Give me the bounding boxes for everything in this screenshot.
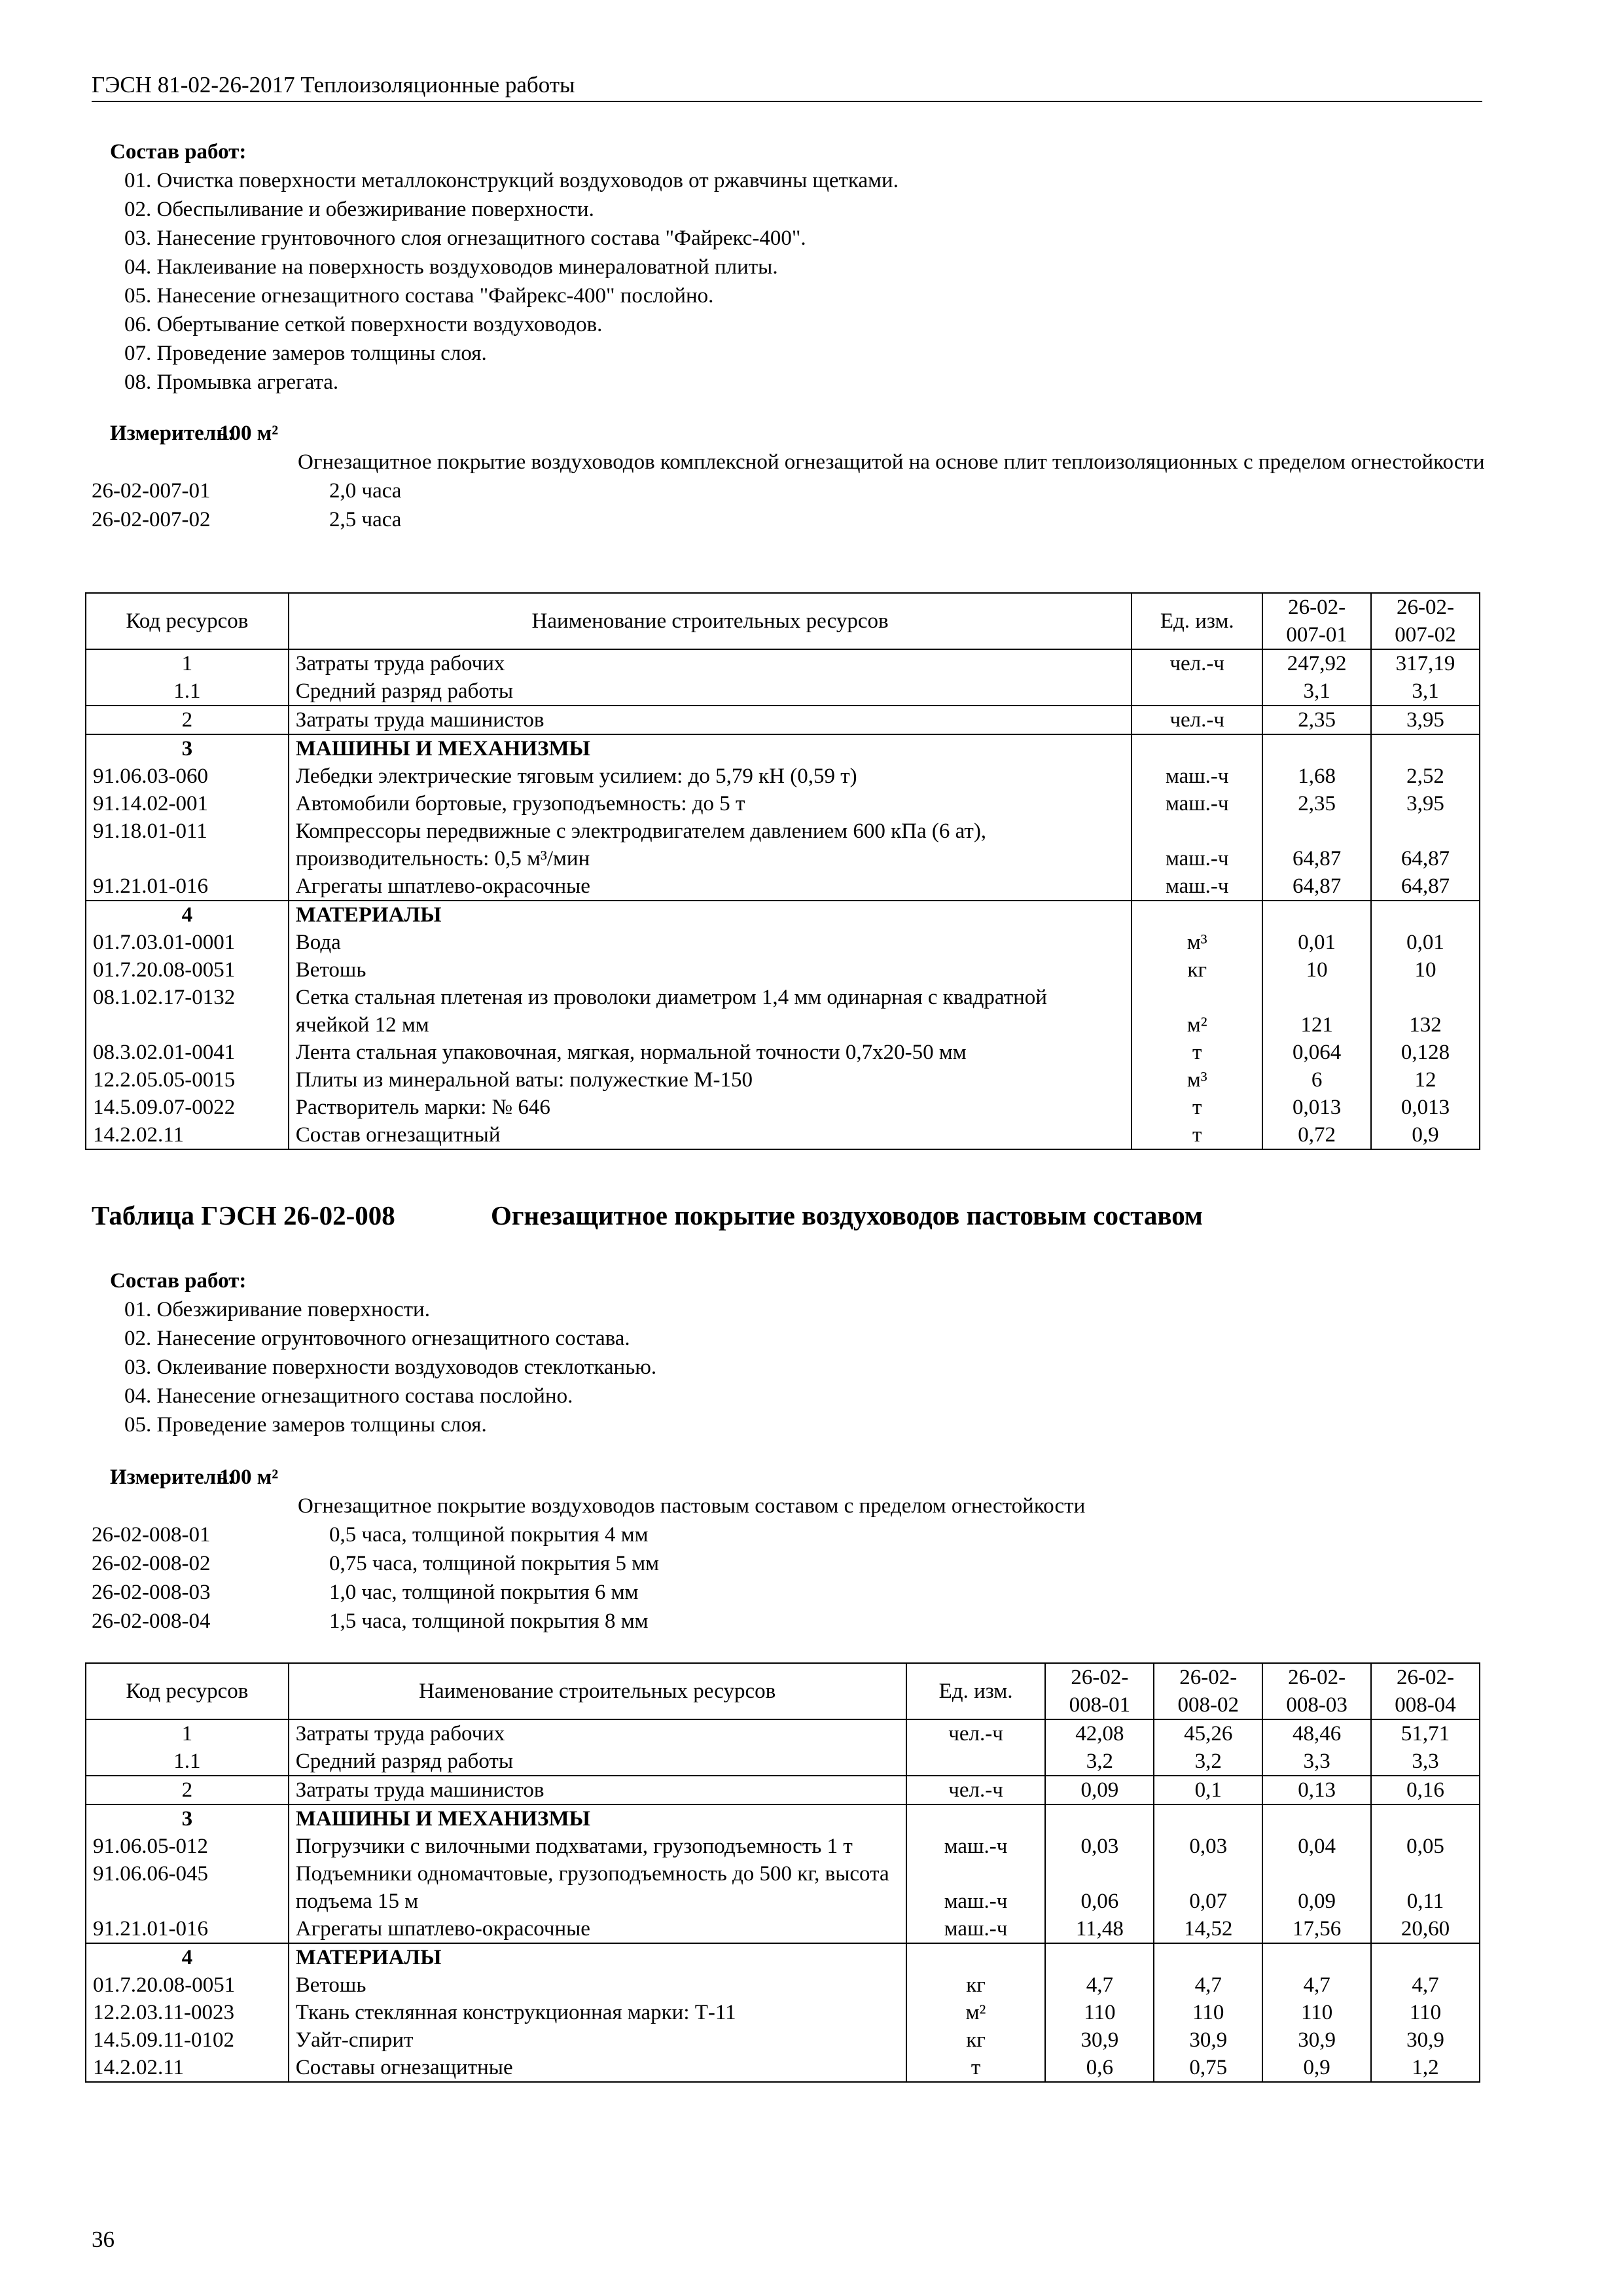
resource-value: 3,1 [1262, 677, 1371, 706]
table-row [86, 677, 1480, 706]
table-title [92, 1200, 1203, 1230]
resource-name: Затраты труда машинистов [289, 1776, 906, 1804]
resource-unit [1132, 901, 1262, 929]
resource-unit: чел.-ч [1132, 649, 1262, 677]
measure-block-1 [92, 419, 1499, 534]
resource-value: 42,08 [1045, 1719, 1154, 1748]
work-list-1 [92, 137, 1499, 397]
norm-code-row [92, 1520, 1499, 1549]
resource-code: 08.3.02.01-0041 [86, 1039, 289, 1066]
resource-value: 0,05 [1371, 1833, 1480, 1860]
resource-unit: чел.-ч [906, 1776, 1046, 1804]
resource-value: 4,7 [1045, 1971, 1154, 1999]
table-row [86, 1833, 1480, 1860]
resource-value: 0,11 [1371, 1860, 1480, 1915]
resource-code: 01.7.03.01-0001 [86, 929, 289, 956]
resource-name: МАТЕРИАЛЫ [289, 901, 1132, 929]
work-item: 06. Обертывание сеткой поверхности воздуховодов. [124, 313, 603, 336]
resource-value: 51,71 [1371, 1719, 1480, 1748]
resource-value: 30,9 [1262, 2026, 1371, 2054]
resource-unit: м³ [1132, 1066, 1262, 1094]
resource-unit: м³ [1132, 929, 1262, 956]
resource-code: 2 [86, 706, 289, 734]
resource-code: 91.06.05-012 [86, 1833, 289, 1860]
table-row [86, 1804, 1480, 1833]
resource-value: 110 [1154, 1999, 1262, 2026]
norm-code-row [92, 1578, 1499, 1607]
resource-unit [1132, 677, 1262, 706]
resource-value: 4,7 [1154, 1971, 1262, 1999]
resource-unit: т [1132, 1121, 1262, 1149]
resource-value: 0,75 [1154, 2054, 1262, 2082]
table-row [86, 2054, 1480, 2082]
resource-value [1154, 1804, 1262, 1833]
table-row [86, 984, 1480, 1039]
work-item: 01. Очистка поверхности металлоконструкций воздуховодов от ржавчины щетками. [124, 169, 899, 192]
column-header: 26-02- 008-03 [1262, 1663, 1371, 1719]
resource-unit: кг [906, 2026, 1046, 2054]
resource-code: 3 [86, 1804, 289, 1833]
work-item: 03. Оклеивание поверхности воздуховодов стеклотканью. [124, 1355, 657, 1379]
norm-code: 26-02-007-01 [92, 479, 211, 503]
work-list-2 [92, 1266, 1499, 1439]
resource-unit: м² [1132, 984, 1262, 1039]
resource-value: 2,35 [1262, 706, 1371, 734]
resource-code: 14.2.02.11 [86, 2054, 289, 2082]
resource-name: Автомобили бортовые, грузоподъемность: до 5 т [289, 790, 1132, 817]
resource-name: Сетка стальная плетеная из проволоки диаметром 1,4 мм одинарная с квадратной ячейкой 12 мм [289, 984, 1132, 1039]
resource-value: 10 [1262, 956, 1371, 984]
resource-code: 14.5.09.07-0022 [86, 1094, 289, 1121]
resource-value: 0,04 [1262, 1833, 1371, 1860]
work-item: 07. Проведение замеров толщины слоя. [124, 342, 487, 365]
table-row [86, 734, 1480, 762]
table-row [86, 901, 1480, 929]
resource-value: 247,92 [1262, 649, 1371, 677]
norm-code: 26-02-008-03 [92, 1581, 211, 1604]
resource-value: 45,26 [1154, 1719, 1262, 1748]
resource-value: 64,87 [1262, 817, 1371, 872]
resource-name: МАШИНЫ И МЕХАНИЗМЫ [289, 734, 1132, 762]
table-row [86, 929, 1480, 956]
resource-code: 3 [86, 734, 289, 762]
resource-name: Средний разряд работы [289, 677, 1132, 706]
resource-unit: маш.-ч [1132, 762, 1262, 790]
resource-code: 14.5.09.11-0102 [86, 2026, 289, 2054]
resource-value: 0,03 [1045, 1833, 1154, 1860]
resource-unit: т [1132, 1094, 1262, 1121]
resources-table-1 [85, 592, 1480, 1150]
column-header: Ед. изм. [906, 1663, 1046, 1719]
column-header: Наименование строительных ресурсов [289, 593, 1132, 649]
resource-code: 2 [86, 1776, 289, 1804]
resource-unit: маш.-ч [906, 1860, 1046, 1915]
resource-name: Состав огнезащитный [289, 1121, 1132, 1149]
resource-code: 1 [86, 649, 289, 677]
resource-name: Лебедки электрические тяговым усилием: до 5,79 кН (0,59 т) [289, 762, 1132, 790]
resource-code: 14.2.02.11 [86, 1121, 289, 1149]
resource-name: Растворитель марки: № 646 [289, 1094, 1132, 1121]
measure-label: Измеритель: [110, 422, 235, 445]
resource-value: 14,52 [1154, 1915, 1262, 1943]
resource-code: 1 [86, 1719, 289, 1748]
resource-unit: т [906, 2054, 1046, 2082]
resource-value: 0,013 [1371, 1094, 1480, 1121]
work-item: 02. Обеспыливание и обезжиривание поверхности. [124, 198, 594, 221]
resource-value: 0,01 [1371, 929, 1480, 956]
resource-value: 20,60 [1371, 1915, 1480, 1943]
table-row [86, 649, 1480, 677]
norm-code-text: 1,5 часа, толщиной покрытия 8 мм [329, 1609, 649, 1633]
table-row [86, 1860, 1480, 1915]
resource-value: 0,013 [1262, 1094, 1371, 1121]
resource-unit: чел.-ч [1132, 706, 1262, 734]
resource-value: 3,95 [1371, 706, 1480, 734]
resource-value: 110 [1262, 1999, 1371, 2026]
measure-block-2 [92, 1463, 1499, 1636]
resource-code: 01.7.20.08-0051 [86, 956, 289, 984]
resource-name: Вода [289, 929, 1132, 956]
resource-name: Составы огнезащитные [289, 2054, 906, 2082]
column-header: Код ресурсов [86, 1663, 289, 1719]
norm-code: 26-02-008-02 [92, 1552, 211, 1575]
resource-value: 0,1 [1154, 1776, 1262, 1804]
page-number: 36 [92, 2227, 115, 2252]
column-header: 26-02- 007-02 [1371, 593, 1480, 649]
table-row [86, 1999, 1480, 2026]
resource-name: Подъемники одномачтовые, грузоподъемность до 500 кг, высота подъема 15 м [289, 1860, 906, 1915]
norm-code-text: 0,5 часа, толщиной покрытия 4 мм [329, 1523, 649, 1547]
resource-code: 1.1 [86, 677, 289, 706]
table-row [86, 706, 1480, 734]
resource-unit: маш.-ч [906, 1915, 1046, 1943]
column-header: Ед. изм. [1132, 593, 1262, 649]
resource-value [1262, 734, 1371, 762]
resource-unit [1132, 734, 1262, 762]
resource-name: Плиты из минеральной ваты: полужесткие М-150 [289, 1066, 1132, 1094]
resource-value: 110 [1371, 1999, 1480, 2026]
column-header: 26-02- 008-02 [1154, 1663, 1262, 1719]
work-item: 02. Нанесение огрунтовочного огнезащитного состава. [124, 1327, 630, 1350]
resource-value [1154, 1943, 1262, 1971]
resource-code: 91.14.02-001 [86, 790, 289, 817]
resource-value: 3,95 [1371, 790, 1480, 817]
page-header: ГЭСН 81-02-26-2017 Теплоизоляционные работы [92, 71, 1482, 102]
resource-name: МАШИНЫ И МЕХАНИЗМЫ [289, 1804, 906, 1833]
resource-unit [906, 1804, 1046, 1833]
resource-value: 0,09 [1045, 1776, 1154, 1804]
work-item: 04. Нанесение огнезащитного состава послойно. [124, 1384, 573, 1408]
table-row [86, 1121, 1480, 1149]
resource-value: 0,07 [1154, 1860, 1262, 1915]
resource-code: 91.06.03-060 [86, 762, 289, 790]
resource-value: 0,9 [1262, 2054, 1371, 2082]
resource-unit: чел.-ч [906, 1719, 1046, 1748]
column-header: Код ресурсов [86, 593, 289, 649]
resource-value: 0,128 [1371, 1039, 1480, 1066]
resource-name: Ветошь [289, 956, 1132, 984]
resource-name: Затраты труда машинистов [289, 706, 1132, 734]
table-row [86, 1094, 1480, 1121]
resource-code: 08.1.02.17-0132 [86, 984, 289, 1039]
resource-value: 0,6 [1045, 2054, 1154, 2082]
table-title-label: Таблица ГЭСН 26-02-008 [92, 1200, 395, 1230]
resource-unit: м² [906, 1999, 1046, 2026]
resource-code: 12.2.05.05-0015 [86, 1066, 289, 1094]
resource-name: Агрегаты шпатлево-окрасочные [289, 872, 1132, 901]
resource-value: 110 [1045, 1999, 1154, 2026]
resource-value: 2,35 [1262, 790, 1371, 817]
work-item: 05. Проведение замеров толщины слоя. [124, 1413, 487, 1437]
resource-value [1045, 1804, 1154, 1833]
column-header: Наименование строительных ресурсов [289, 1663, 906, 1719]
column-header: 26-02- 008-04 [1371, 1663, 1480, 1719]
resource-value: 0,72 [1262, 1121, 1371, 1149]
norm-code-text: 1,0 час, толщиной покрытия 6 мм [329, 1581, 639, 1604]
table-row [86, 872, 1480, 901]
work-item: 08. Промывка агрегата. [124, 370, 339, 394]
resource-code: 91.06.06-045 [86, 1860, 289, 1915]
measure-unit: 100 м² [219, 422, 279, 445]
resource-value [1262, 1804, 1371, 1833]
resource-value: 317,19 [1371, 649, 1480, 677]
norm-code-row [92, 505, 1499, 534]
resource-code: 91.21.01-016 [86, 872, 289, 901]
resource-unit: маш.-ч [1132, 817, 1262, 872]
resource-value: 17,56 [1262, 1915, 1371, 1943]
norm-code: 26-02-008-04 [92, 1609, 211, 1633]
measure-label: Измеритель: [110, 1465, 235, 1489]
measure-description: Огнезащитное покрытие воздуховодов пастовым составом с пределом огнестойкости [298, 1494, 1086, 1518]
work-item: 03. Нанесение грунтовочного слоя огнезащитного состава "Файрекс-400". [124, 226, 806, 250]
resource-value: 30,9 [1045, 2026, 1154, 2054]
table-row [86, 956, 1480, 984]
resource-code: 4 [86, 901, 289, 929]
work-item: 01. Обезжиривание поверхности. [124, 1298, 430, 1321]
column-header: 26-02- 007-01 [1262, 593, 1371, 649]
resource-unit: маш.-ч [1132, 790, 1262, 817]
resource-value: 121 [1262, 984, 1371, 1039]
resource-code: 91.21.01-016 [86, 1915, 289, 1943]
resource-value [1371, 1943, 1480, 1971]
resource-value: 30,9 [1154, 2026, 1262, 2054]
table-title-name: Огнезащитное покрытие воздуховодов пастовым составом [491, 1200, 1203, 1230]
resource-value: 0,06 [1045, 1860, 1154, 1915]
resource-code: 1.1 [86, 1748, 289, 1776]
resource-value: 4,7 [1371, 1971, 1480, 1999]
resource-code: 91.18.01-011 [86, 817, 289, 872]
norm-code: 26-02-008-01 [92, 1523, 211, 1547]
resource-value: 1,68 [1262, 762, 1371, 790]
resource-name: Средний разряд работы [289, 1748, 906, 1776]
table-row [86, 1943, 1480, 1971]
norm-code-text: 2,5 часа [329, 508, 402, 531]
work-title: Состав работ: [110, 140, 247, 164]
resource-value: 3,1 [1371, 677, 1480, 706]
resource-unit [906, 1943, 1046, 1971]
resource-value: 3,3 [1371, 1748, 1480, 1776]
norm-code-text: 0,75 часа, толщиной покрытия 5 мм [329, 1552, 659, 1575]
table-row [86, 1039, 1480, 1066]
resource-value: 3,2 [1154, 1748, 1262, 1776]
norm-code-row [92, 1549, 1499, 1578]
resource-code: 12.2.03.11-0023 [86, 1999, 289, 2026]
resource-name: Ткань стеклянная конструкционная марки: Т-11 [289, 1999, 906, 2026]
resource-value: 1,2 [1371, 2054, 1480, 2082]
work-item: 04. Наклеивание на поверхность воздуховодов минераловатной плиты. [124, 255, 778, 279]
resource-unit: кг [906, 1971, 1046, 1999]
resource-code: 4 [86, 1943, 289, 1971]
resource-value: 2,52 [1371, 762, 1480, 790]
resource-value: 0,16 [1371, 1776, 1480, 1804]
resource-value: 64,87 [1371, 817, 1480, 872]
measure-unit: 100 м² [219, 1465, 279, 1489]
resource-value [1262, 901, 1371, 929]
resource-value: 0,01 [1262, 929, 1371, 956]
norm-code-text: 2,0 часа [329, 479, 402, 503]
table-row [86, 762, 1480, 790]
resource-value: 6 [1262, 1066, 1371, 1094]
resource-code: 01.7.20.08-0051 [86, 1971, 289, 1999]
resource-value [1371, 901, 1480, 929]
work-item: 05. Нанесение огнезащитного состава "Файрекс-400" послойно. [124, 284, 714, 308]
table-row [86, 1719, 1480, 1748]
resource-name: Лента стальная упаковочная, мягкая, нормальной точности 0,7х20-50 мм [289, 1039, 1132, 1066]
resource-value: 30,9 [1371, 2026, 1480, 2054]
resource-value: 12 [1371, 1066, 1480, 1094]
resource-value: 48,46 [1262, 1719, 1371, 1748]
resource-name: Затраты труда рабочих [289, 1719, 906, 1748]
resource-value [1262, 1943, 1371, 1971]
resource-value: 132 [1371, 984, 1480, 1039]
resource-name: Погрузчики с вилочными подхватами, грузоподъемность 1 т [289, 1833, 906, 1860]
norm-code-row [92, 1607, 1499, 1636]
resource-value: 64,87 [1262, 872, 1371, 901]
resource-name: Затраты труда рабочих [289, 649, 1132, 677]
resource-value: 0,9 [1371, 1121, 1480, 1149]
table-row [86, 1915, 1480, 1943]
resource-value: 0,13 [1262, 1776, 1371, 1804]
table-row [86, 1066, 1480, 1094]
resource-value: 3,2 [1045, 1748, 1154, 1776]
resource-unit: кг [1132, 956, 1262, 984]
table-row [86, 2026, 1480, 2054]
resource-name: Компрессоры передвижные с электродвигателем давлением 600 кПа (6 ат), производительность: 0,5 м³/мин [289, 817, 1132, 872]
norm-code-row [92, 476, 1499, 505]
norm-code: 26-02-007-02 [92, 508, 211, 531]
resource-name: Уайт-спирит [289, 2026, 906, 2054]
resource-unit: т [1132, 1039, 1262, 1066]
resource-value: 10 [1371, 956, 1480, 984]
resource-name: Агрегаты шпатлево-окрасочные [289, 1915, 906, 1943]
resource-value [1045, 1943, 1154, 1971]
resource-value: 0,03 [1154, 1833, 1262, 1860]
resource-unit: маш.-ч [1132, 872, 1262, 901]
work-title: Состав работ: [110, 1269, 247, 1293]
resource-unit [906, 1748, 1046, 1776]
measure-description: Огнезащитное покрытие воздуховодов комплексной огнезащитой на основе плит теплоизоляционных с пределом огнестойкости [298, 450, 1485, 474]
resource-value: 0,064 [1262, 1039, 1371, 1066]
resources-table-2 [85, 1662, 1480, 2083]
table-row [86, 817, 1480, 872]
table-row [86, 790, 1480, 817]
resource-value: 0,09 [1262, 1860, 1371, 1915]
resource-unit: маш.-ч [906, 1833, 1046, 1860]
table-row [86, 1971, 1480, 1999]
resource-name: МАТЕРИАЛЫ [289, 1943, 906, 1971]
resource-value: 64,87 [1371, 872, 1480, 901]
resource-value: 4,7 [1262, 1971, 1371, 1999]
resource-value [1371, 1804, 1480, 1833]
resource-value: 11,48 [1045, 1915, 1154, 1943]
resource-name: Ветошь [289, 1971, 906, 1999]
table-row [86, 1776, 1480, 1804]
column-header: 26-02- 008-01 [1045, 1663, 1154, 1719]
table-row [86, 1748, 1480, 1776]
resource-value [1371, 734, 1480, 762]
resource-value: 3,3 [1262, 1748, 1371, 1776]
